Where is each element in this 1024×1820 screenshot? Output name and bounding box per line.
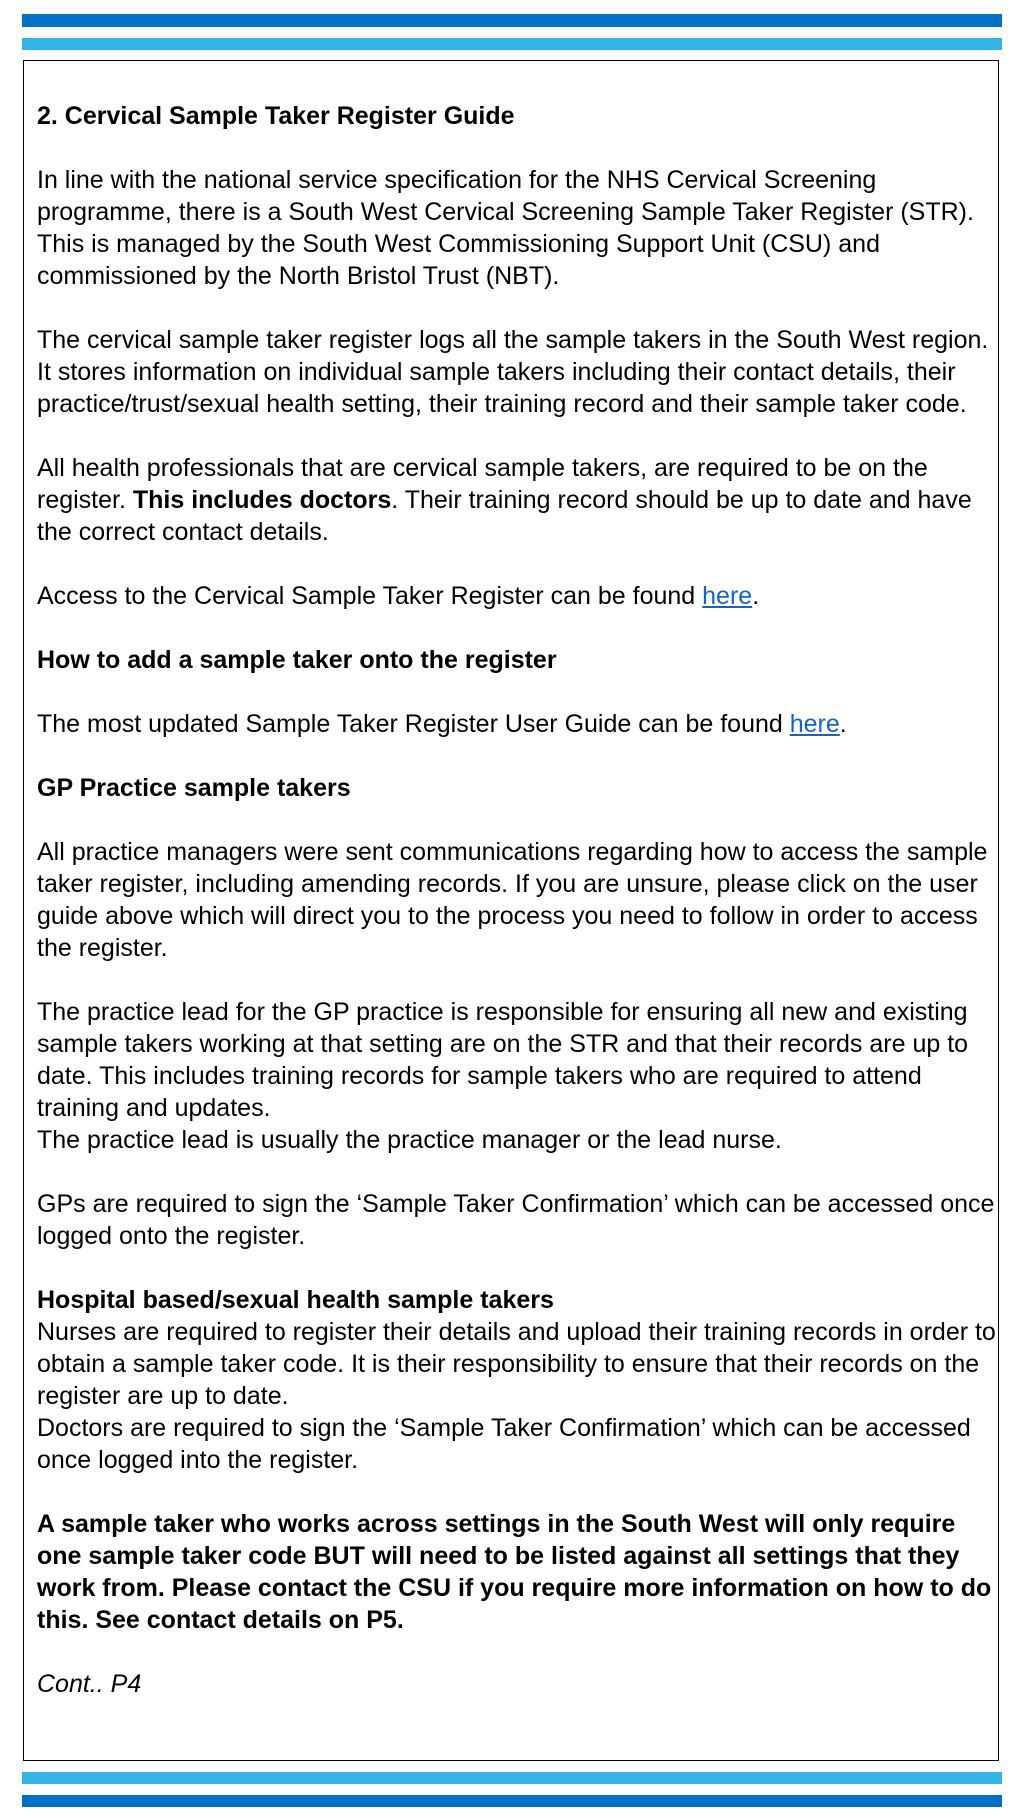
all-professionals-text-end: . Their training record should be up to date and have the correct contact details. [37, 486, 972, 546]
intro-paragraph: In line with the national service specification for the NHS Cervical Screening programme, there is a South West Cervical Screening Sample Taker Register (STR). This is managed by the South West Commissioning Support Unit (CSU) and commissioned by the North Bristol Trust (NBT). [37, 166, 974, 290]
bottom-light-bar [22, 1772, 1002, 1784]
continued-note: Cont.. P4 [37, 1670, 142, 1698]
hospital-doctors-paragraph: Doctors are required to sign the ‘Sample Taker Confirmation’ which can be accessed once logged into the register. [37, 1414, 971, 1474]
hospital-heading: Hospital based/sexual health sample takers [37, 1286, 554, 1314]
section-title: 2. Cervical Sample Taker Register Guide [37, 102, 515, 130]
gp-lead-responsibility-paragraph: The practice lead for the GP practice is responsible for ensuring all new and existing sample takers working at that setting are on the STR and that their records are up to date. This includes training records for sample takers who are required to attend training and updates. [37, 998, 969, 1122]
user-guide-text: The most updated Sample Taker Register User Guide can be found [37, 710, 790, 738]
document-body [37, 100, 997, 1700]
user-guide-link[interactable]: here [789, 710, 840, 738]
all-professionals-text-start: All health professionals that are cervical sample takers, are required to be on the register. [37, 454, 928, 514]
access-text-end: . [752, 582, 760, 610]
access-paragraph [37, 580, 997, 612]
top-light-bar [22, 38, 1002, 50]
gp-lead-who-paragraph: The practice lead is usually the practice manager or the lead nurse. [37, 1126, 782, 1154]
hospital-nurses-paragraph: Nurses are required to register their details and upload their training records in order to obtain a sample taker code. It is their responsibility to ensure that their records on the register are up to date. [37, 1318, 996, 1410]
register-logs-paragraph: The cervical sample taker register logs all the sample takers in the South West region. It stores information on individual sample takers including their contact details, their practice/trust/sexual health setting, their training record and their sample taker code. [37, 326, 989, 418]
gp-managers-paragraph: All practice managers were sent communications regarding how to access the sample taker register, including amending records. If you are unsure, please click on the user guide above which will direct you to the process you need to follow in order to access the register. [37, 838, 988, 962]
across-settings-paragraph: A sample taker who works across settings in the South West will only require one sample taker code BUT will need to be listed against all settings that they work from. Please contact the CSU if you require more information on how to do this. See contact details on P5. [37, 1510, 992, 1634]
includes-doctors-emphasis: This includes doctors [132, 486, 392, 514]
all-professionals-paragraph [37, 452, 997, 548]
access-text: Access to the Cervical Sample Taker Register can be found [37, 582, 703, 610]
register-access-link[interactable]: here [702, 582, 753, 610]
how-to-add-heading: How to add a sample taker onto the register [37, 646, 557, 674]
user-guide-paragraph [37, 708, 997, 740]
bottom-dark-bar [22, 1795, 1002, 1807]
top-dark-bar [22, 14, 1002, 27]
user-guide-text-end: . [839, 710, 847, 738]
gp-sign-paragraph: GPs are required to sign the ‘Sample Taker Confirmation’ which can be accessed once logged onto the register. [37, 1190, 995, 1250]
gp-practice-heading: GP Practice sample takers [37, 774, 351, 802]
